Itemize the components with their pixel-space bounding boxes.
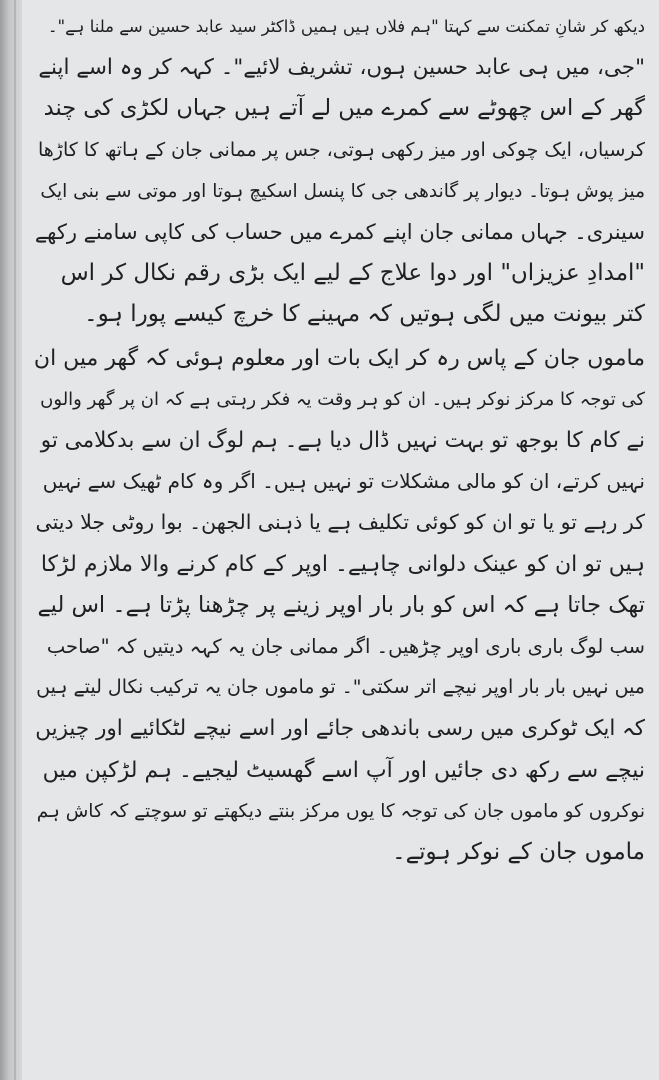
text-line: کہ ایک ٹوکری میں رسی باندھی جائے اور اسے نیچے لٹکائیے اور چیزیں bbox=[35, 716, 645, 742]
paragraph-1 bbox=[34, 6, 645, 336]
text-line: میز پوش ہوتا۔ دیوار پر گاندھی جی کا پنسل اسکیچ ہوتا اور موتی سے بنی ایک bbox=[40, 180, 645, 202]
text-line: کر رہے تو یا تو ان کو کوئی تکلیف ہے یا ذہنی الجھن۔ بوا روٹی جلا دیتی bbox=[35, 510, 645, 535]
text-line: میں نہیں بار بار اوپر نیچے اتر سکتی"۔ تو ماموں جان یہ ترکیب نکال لیتے ہیں bbox=[36, 676, 645, 699]
text-line: کی توجہ کا مرکز نوکر ہیں۔ ان کو ہر وقت یہ فکر رہتی ہے کہ ان پر گھر والوں bbox=[40, 388, 645, 410]
text-line: "امدادِ عزیزاں" اور دوا علاج کے لیے ایک بڑی رقم نکال کر اس bbox=[60, 260, 645, 287]
text-line: سینری۔ جہاں ممانی جان اپنے کمرے میں حساب کی کاپی سامنے رکھے bbox=[34, 220, 645, 245]
text-line: دیکھ کر شانِ تمکنت سے کہتا "ہم فلاں ہیں ہمیں ڈاکٹر سید عابد حسین سے ملنا ہے"۔ bbox=[47, 17, 645, 36]
text-line: نیچے سے رکھ دی جائیں اور آپ اسے گھسیٹ لیجیے۔ ہم لڑکپن میں bbox=[42, 757, 645, 783]
text-line: ہیں تو ان کو عینک دلوانی چاہیے۔ اوپر کے کام کرنے والا ملازم لڑکا bbox=[40, 551, 645, 577]
text-line: ماموں جان کے نوکر ہوتے۔ bbox=[392, 839, 645, 866]
binding-shadow bbox=[0, 0, 22, 1080]
text-line: نوکروں کو ماموں جان کی توجہ کا یوں مرکز بنتے دیکھتے تو سوچتے کہ کاش ہم bbox=[36, 800, 645, 822]
text-line: ماموں جان کے پاس رہ کر ایک بات اور معلوم ہوئی کہ گھر میں ان bbox=[34, 345, 645, 371]
text-line: کتر بیونت میں لگی ہوتیں کہ مہینے کا خرچ کیسے پورا ہو۔ bbox=[84, 301, 645, 328]
text-line: "جی، میں ہی عابد حسین ہوں، تشریف لائیے"۔ کہہ کر وہ اسے اپنے bbox=[38, 55, 645, 81]
paragraph-2 bbox=[34, 338, 645, 874]
text-line: نے کام کا بوجھ تو بہت نہیں ڈال دیا ہے۔ ہم لوگ ان سے بدکلامی تو bbox=[40, 428, 645, 454]
text-line: گھر کے اس چھوٹے سے کمرے میں لے آتے ہیں جہاں لکڑی کی چند bbox=[43, 95, 645, 122]
text-line: نہیں کرتے، ان کو مالی مشکلات تو نہیں ہیں۔ اگر وہ کام ٹھیک سے نہیں bbox=[42, 469, 645, 494]
text-line: تھک جاتا ہے کہ اس کو بار بار اوپر زینے پر چڑھنا پڑتا ہے۔ اس لیے bbox=[37, 591, 645, 618]
text-line: کرسیاں، ایک چوکی اور میز رکھی ہوتی، جس پر ممانی جان کے ہاتھ کا کاڑھا bbox=[37, 138, 645, 161]
scanned-page bbox=[22, 0, 659, 1080]
text-line: سب لوگ باری باری اوپر چڑھیں۔ اگر ممانی جان یہ کہہ دیتیں کہ "صاحب bbox=[46, 635, 645, 659]
page-fold-line bbox=[14, 0, 16, 1080]
